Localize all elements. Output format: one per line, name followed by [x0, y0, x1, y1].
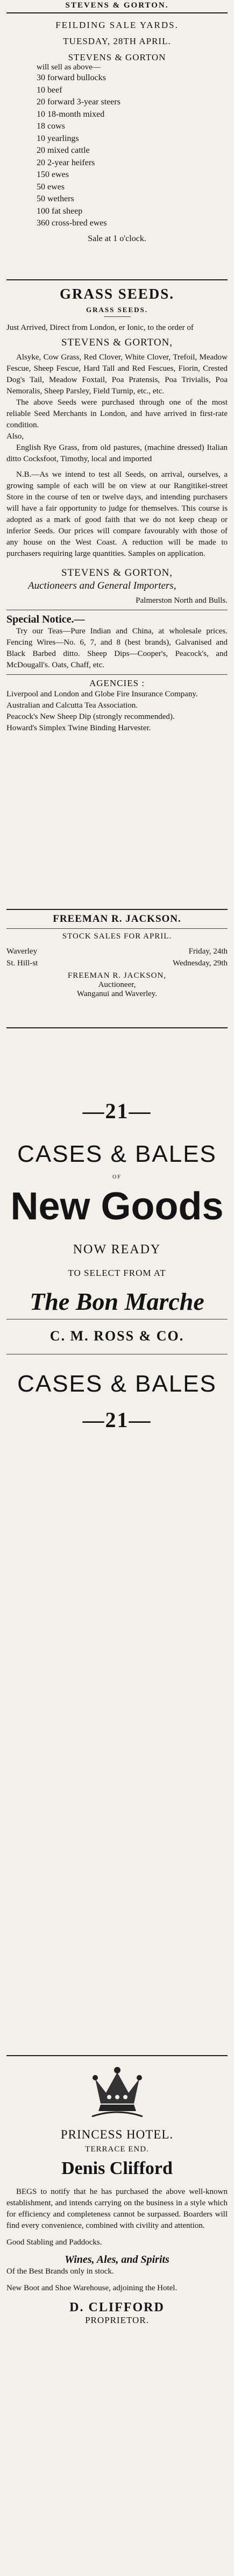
signature-role: Auctioneer, — [98, 980, 136, 989]
nb-paragraph: N.B.—As we intend to test all Seeds, on arrival, ourselves, a growing sample of each will be on view at our Rangitikei-street Store in the course of ten or twelve days, and intending purchasers will have a fair opportunity to judge for themselves. This course is adopted as a mark of good faith that we do not keep cheap or inferior Seeds. Our prices will compare favourably with those of any house on the West Coast. A reduction will be made to purchasers requiring large quantities. Samples on application. — [6, 470, 228, 558]
crest-emblem — [6, 2063, 228, 2125]
special-notice-body: Try our Teas—Pure Indian and China, at wholesale prices. Fencing Wires—No. 6, 7, and 8 (best brands), Galvanised and Black Barbed ditto. Sheep Dips—Cooper's, Peacock's, and McDougall's. Oats, Chaff, etc. — [6, 627, 228, 669]
ad-title: GRASS SEEDS. — [59, 286, 175, 302]
stock-item: 20 forward 3-year steers — [37, 97, 120, 107]
ad-subtitle: GRASS SEEDS. — [86, 306, 148, 314]
will-sell: will sell as above— — [37, 63, 101, 72]
ad-title: FREEMAN R. JACKSON. — [53, 913, 181, 924]
signature: D. CLIFFORD — [69, 2300, 165, 2314]
divider — [6, 279, 228, 280]
signature: FREEMAN R. JACKSON, — [67, 971, 167, 980]
bon-marche-ad — [6, 1025, 228, 1432]
store-name: The Bon Marche — [30, 1288, 204, 1315]
hotel-name: PRINCESS HOTEL. — [60, 2128, 174, 2141]
stabling: Good Stabling and Paddocks. — [6, 2238, 102, 2247]
signature-role: Auctioneers and General Importers, — [28, 580, 176, 591]
seed-varieties: Alsyke, Cow Grass, Red Clover, White Clover, Trefoil, Meadow Fescue, Sheep Fescue, Hard Tall and Red Fescues, Fiorin, Crested Dog's Tail, Meadow Foxtail, Poa Pratensis, Poa Trivialis, Poa Nemoralis, Sheep Parsley, Field Turnip, etc., etc. — [6, 353, 228, 396]
owner-name: C. M. ROSS & CO. — [49, 1328, 185, 1344]
stock-item: 10 yearlings — [37, 133, 79, 143]
signature-role: PROPRIETOR. — [85, 2315, 149, 2325]
signature-firm: STEVENS & GORTON, — [61, 567, 173, 578]
stock-item: 20 2-year heifers — [37, 158, 95, 167]
crown-icon — [88, 2063, 147, 2122]
ad-title: FEILDING SALE YARDS. — [55, 20, 179, 30]
to-select: TO SELECT FROM AT — [68, 1268, 166, 1278]
ad-subtitle: STOCK SALES FOR APRIL. — [62, 932, 172, 941]
cases-bales-top: CASES & BALES — [17, 1141, 217, 1167]
now-ready: NOW READY — [73, 1243, 161, 1257]
signature-place: Wanganui and Waverley. — [76, 990, 158, 998]
auctioneers: STEVENS & GORTON — [68, 52, 166, 62]
signature-place: Palmerston North and Bulls. — [136, 596, 228, 605]
brands-line: Of the Best Brands only in stock. — [6, 2267, 114, 2276]
sale-day: Friday, 24th — [188, 947, 228, 956]
sale-day: Wednesday, 29th — [173, 959, 228, 968]
agency-item: Australian and Calcutta Tea Association. — [6, 701, 138, 710]
agency-item: Peacock's New Sheep Dip (strongly recommended). — [6, 712, 175, 721]
stock-item: 10 beef — [37, 85, 62, 95]
divider — [6, 2055, 228, 2056]
stock-item: 20 mixed cattle — [37, 146, 90, 155]
agencies-title: AGENCIES : — [89, 678, 145, 688]
ad-header: STEVENS & GORTON. — [65, 1, 169, 10]
owner-name: Denis Clifford — [61, 2158, 173, 2178]
stock-item: 50 ewes — [37, 182, 65, 192]
boot-warehouse: New Boot and Shoe Warehouse, adjoining the Hotel. — [6, 2284, 178, 2292]
sale-time: Sale at 1 o'clock. — [88, 234, 146, 243]
also-items: English Rye Grass, from old pastures, (machine dressed) Italian ditto Cocksfoot, Timothy, local and imported — [6, 443, 228, 463]
sale-row — [6, 957, 228, 969]
wines-heading: Wines, Ales, and Spirits — [65, 2254, 169, 2266]
short-rule — [104, 316, 131, 317]
stock-item: 150 ewes — [37, 170, 69, 179]
count-bottom: —21— — [82, 1408, 152, 1432]
notice-paragraph: BEGS to notify that he has purchased the above well-known establishment, and intends carrying on the business in a style which for efficiency and completeness cannot be surpassed. Boarders will find every convenience, combined with civility and attention. — [6, 2187, 228, 2230]
divider — [6, 909, 228, 910]
firm-name: STEVENS & GORTON, — [61, 337, 173, 348]
of-label: OF — [112, 1174, 122, 1180]
grass-seeds-ad — [6, 277, 228, 734]
agency-item: Howard's Simplex Twine Binding Harvester. — [6, 724, 151, 732]
special-notice-title: Special Notice.— — [6, 613, 85, 625]
sale-row — [6, 945, 228, 957]
stock-item: 50 wethers — [37, 194, 74, 203]
intro: Just Arrived, Direct from London, er Ionic, to the order of — [6, 323, 194, 332]
also-label: Also, — [6, 432, 24, 441]
hotel-location: TERRACE END. — [85, 2145, 149, 2154]
fielding-sale-ad — [6, 1, 228, 244]
cases-bales-bottom: CASES & BALES — [17, 1371, 217, 1397]
divider — [6, 12, 228, 13]
stock-item: 100 fat sheep — [37, 206, 83, 216]
jackson-ad — [6, 907, 228, 999]
stock-item: 10 18-month mixed — [37, 109, 105, 119]
divider — [6, 1027, 228, 1028]
stock-list — [6, 72, 228, 230]
divider — [6, 674, 228, 675]
stock-item: 18 cows — [37, 122, 65, 131]
sale-date: TUESDAY, 28TH APRIL. — [63, 36, 171, 46]
sale-place: Waverley — [6, 947, 38, 956]
count-top: —21— — [82, 1099, 152, 1123]
divider — [6, 928, 228, 929]
stock-item: 30 forward bullocks — [37, 73, 106, 82]
sale-place: St. Hill-st — [6, 959, 38, 968]
condition-paragraph: The above Seeds were purchased through one of the most reliable Seed Merchants in London, and have arrived in first-rate condition. — [6, 398, 228, 429]
stock-item: 360 cross-bred ewes — [37, 218, 107, 228]
new-goods: New Goods — [10, 1185, 224, 1228]
princess-hotel-ad — [6, 2053, 228, 2326]
agency-item: Liverpool and London and Globe Fire Insurance Company. — [6, 690, 198, 698]
